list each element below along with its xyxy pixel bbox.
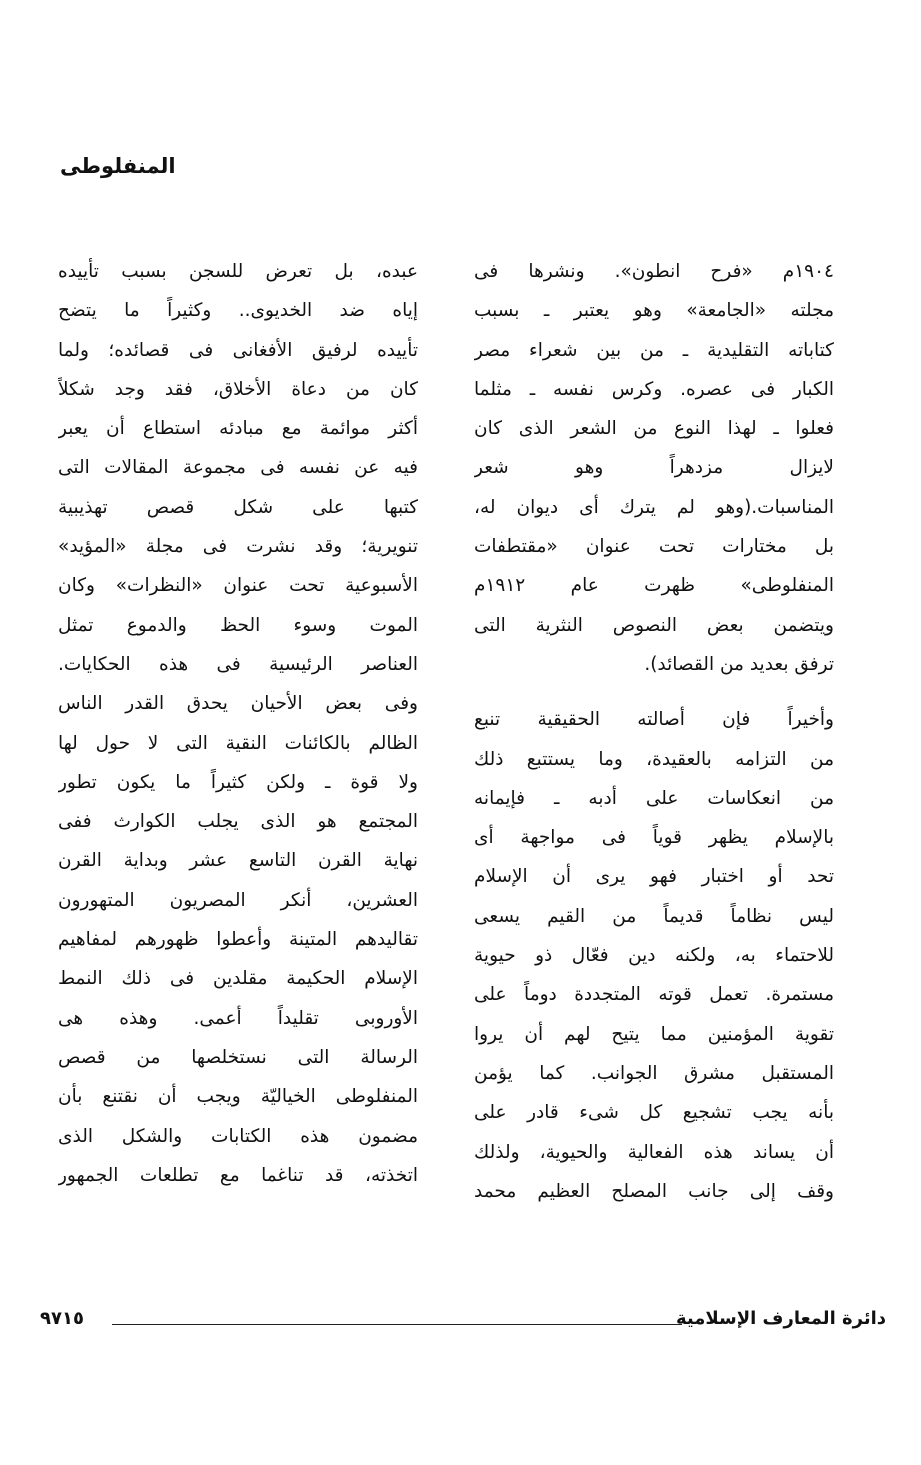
text-line: الأوروبى تقليداً أعمى. وهذه هى <box>58 1007 418 1029</box>
text-line: المستقبل مشرق الجوانب. كما يؤمن <box>474 1062 834 1084</box>
text-line: مجلته «الجامعة» وهو يعتبر ـ بسبب <box>474 300 834 322</box>
text-line: الأسبوعية تحت عنوان «النظرات» وكان <box>58 575 418 597</box>
text-line: الظالم بالكائنات النقية التى لا حول لها <box>58 732 418 754</box>
paragraph-1 <box>474 252 834 684</box>
text-line: ١٩٠٤م «فرح انطون». ونشرها فى <box>474 261 834 282</box>
paragraph-gap <box>474 684 834 700</box>
text-line: إياه ضد الخديوى.. وكثيراً ما يتضح <box>58 300 418 322</box>
text-line: فيه عن نفسه فى مجموعة المقالات التى <box>58 457 418 479</box>
text-line: لايزال مزدهراً وهو شعر <box>474 457 834 479</box>
text-line: تقوية المؤمنين مما يتيح لهم أن يروا <box>474 1023 834 1045</box>
text-line: تأييده لرفيق الأفغانى فى قصائده؛ ولما <box>58 339 418 361</box>
text-line: وأخيراً فإن أصالته الحقيقية تنبع <box>474 709 834 731</box>
text-line: عبده، بل تعرض للسجن بسبب تأييده <box>58 261 418 282</box>
text-line: العشرين، أنكر المصريون المتهورون <box>58 889 418 911</box>
page-footer <box>40 1308 886 1338</box>
text-line: مضمون هذه الكتابات والشكل الذى <box>58 1125 418 1147</box>
page-number: ٩٧١٥ <box>40 1308 84 1329</box>
text-line: تنويرية؛ وقد نشرت فى مجلة «المؤيد» <box>58 536 418 558</box>
running-header: المنفلوطى <box>60 154 176 178</box>
text-line: العناصر الرئيسية فى هذه الحكايات. <box>58 653 418 675</box>
text-line: المجتمع هو الذى يجلب الكوارث ففى <box>58 811 418 833</box>
text-line: للاحتماء به، ولكنه دين فعّال ذو حيوية <box>474 945 834 967</box>
paragraph-2 <box>474 700 834 1211</box>
text-line: فعلوا ـ لهذا النوع من الشعر الذى كان <box>474 418 834 440</box>
text-line: المنفلوطى الخياليّة ويجب أن نقتنع بأن <box>58 1086 418 1108</box>
text-line: من التزامه بالعقيدة، وما يستتبع ذلك <box>474 748 834 770</box>
text-line: اتخذته، قد تناغما مع تطلعات الجمهور <box>58 1164 418 1186</box>
text-line: أن يساند هذه الفعالية والحيوية، ولذلك <box>474 1141 834 1163</box>
text-line: نهاية القرن التاسع عشر وبداية القرن <box>58 850 418 872</box>
text-line: كتاباته التقليدية ـ من بين شعراء مصر <box>474 339 834 361</box>
text-line: الرسالة التى نستخلصها من قصص <box>58 1046 418 1068</box>
text-line: المنفلوطى» ظهرت عام ١٩١٢م <box>474 575 834 597</box>
text-line: ويتضمن بعض النصوص النثرية التى <box>474 614 834 636</box>
text-line: ترفق بعديد من القصائد). <box>644 653 834 675</box>
right-column <box>474 252 834 1211</box>
text-line: ليس نظاماً قديماً من القيم يسعى <box>474 905 834 927</box>
footer-rule <box>112 1324 682 1325</box>
text-line: ولا قوة ـ ولكن كثيراً ما يكون تطور <box>58 771 418 793</box>
text-line: الموت وسوء الحظ والدموع تمثل <box>58 614 418 636</box>
text-line: من انعكاسات على أدبه ـ فإيمانه <box>474 787 834 809</box>
text-line: بأنه يجب تشجيع كل شىء قادر على <box>474 1102 834 1124</box>
text-line: مستمرة. تعمل قوته المتجددة دوماً على <box>474 984 834 1006</box>
text-line: وفى بعض الأحيان يحدق القدر الناس <box>58 693 418 715</box>
text-line: المناسبات.(وهو لم يترك أى ديوان له، <box>474 496 834 518</box>
text-line: كان من دعاة الأخلاق، فقد وجد شكلاً <box>58 378 418 400</box>
text-line: بل مختارات تحت عنوان «مقتطفات <box>474 536 834 558</box>
text-line: تقاليدهم المتينة وأعطوا ظهورهم لمفاهيم <box>58 929 418 951</box>
left-column <box>58 252 418 1195</box>
text-line: كتبها على شكل قصص تهذيبية <box>58 496 418 518</box>
text-line: تحد أو اختبار فهو يرى أن الإسلام <box>474 866 834 888</box>
text-line: وقف إلى جانب المصلح العظيم محمد <box>474 1180 834 1202</box>
text-line: بالإسلام يظهر قوياً فى مواجهة أى <box>474 827 834 849</box>
text-line: الإسلام الحكيمة مقلدين فى ذلك النمط <box>58 968 418 990</box>
text-line: أكثر موائمة مع مبادئه استطاع أن يعبر <box>58 418 418 440</box>
text-line: الكبار فى عصره. وكرس نفسه ـ مثلما <box>474 378 834 400</box>
publication-title: دائرة المعارف الإسلامية <box>675 1308 886 1329</box>
